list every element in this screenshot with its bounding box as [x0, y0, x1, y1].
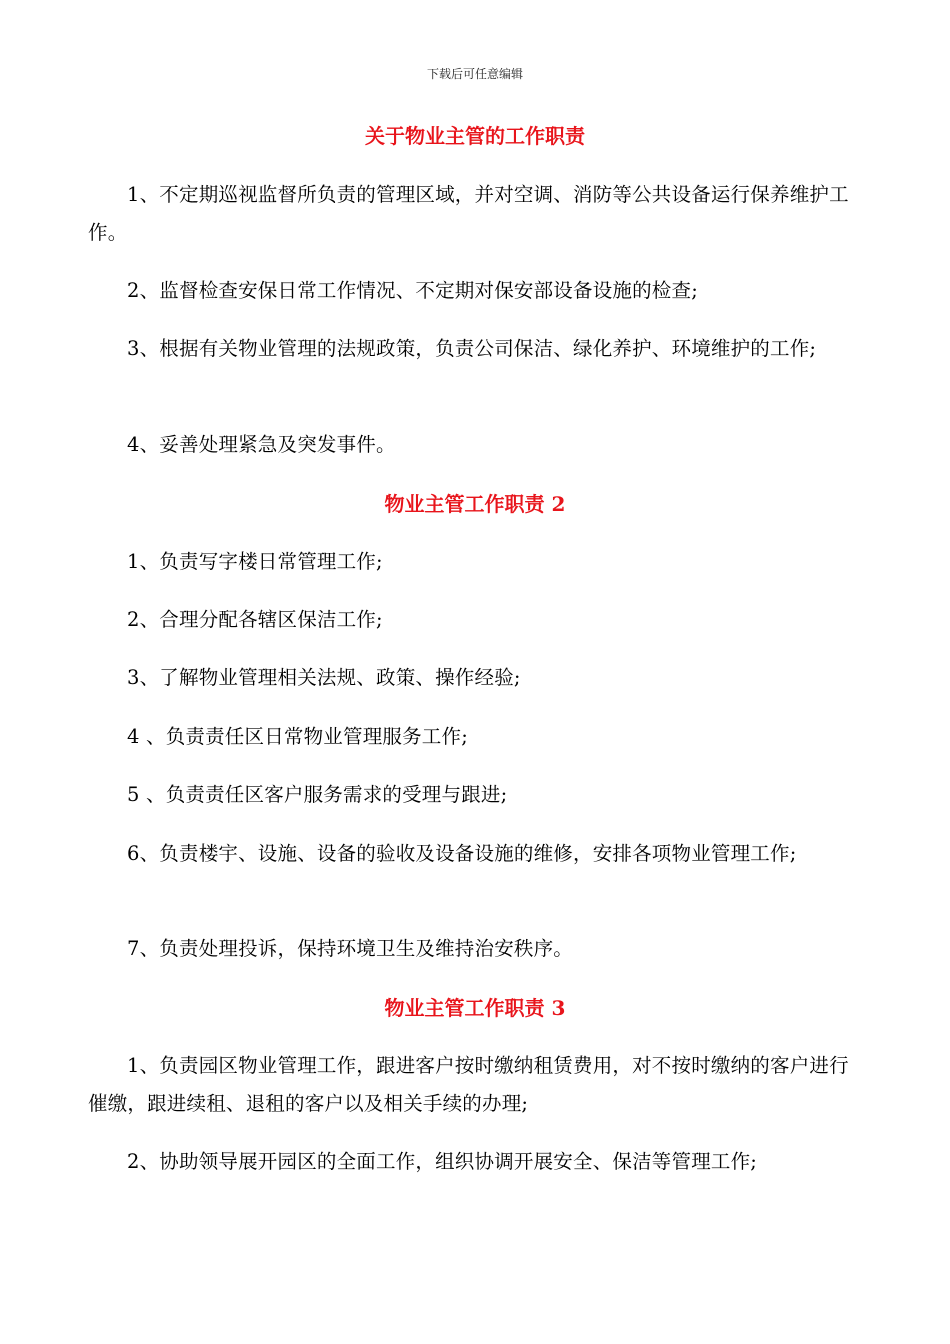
list-item: 3、了解物业管理相关法规、政策、操作经验; [127, 666, 521, 689]
list-item: 7、负责处理投诉，保持环境卫生及维持治安秩序。 [127, 937, 574, 960]
list-item: 2、合理分配各辖区保洁工作; [127, 608, 383, 631]
section-title: 物业主管工作职责 2 [384, 492, 566, 516]
list-item: 1、负责写字楼日常管理工作; [127, 550, 383, 573]
list-item: 1、负责园区物业管理工作，跟进客户按时缴纳租赁费用，对不按时缴纳的客户进行催缴，跟进续租、退租的客户以及相关手续的办理; [88, 1054, 849, 1115]
list-item: 2、监督检查安保日常工作情况、不定期对保安部设备设施的检查; [127, 279, 698, 302]
list-item: 1、不定期巡视监督所负责的管理区域，并对空调、消防等公共设备运行保养维护工作。 [88, 183, 849, 244]
list-item: 4、妥善处理紧急及突发事件。 [127, 433, 396, 456]
list-item: 5 、负责责任区客户服务需求的受理与跟进; [127, 783, 508, 806]
list-item: 6、负责楼宇、设施、设备的验收及设备设施的维修，安排各项物业管理工作; [127, 842, 797, 865]
section-title: 关于物业主管的工作职责 [365, 124, 585, 148]
section-title: 物业主管工作职责 3 [384, 996, 566, 1020]
list-item: 4 、负责责任区日常物业管理服务工作; [127, 725, 468, 748]
list-item: 2、协助领导展开园区的全面工作，组织协调开展安全、保洁等管理工作; [127, 1150, 758, 1173]
header-note: 下载后可任意编辑 [426, 67, 523, 81]
list-item: 3、根据有关物业管理的法规政策，负责公司保洁、绿化养护、环境维护的工作; [127, 337, 817, 360]
